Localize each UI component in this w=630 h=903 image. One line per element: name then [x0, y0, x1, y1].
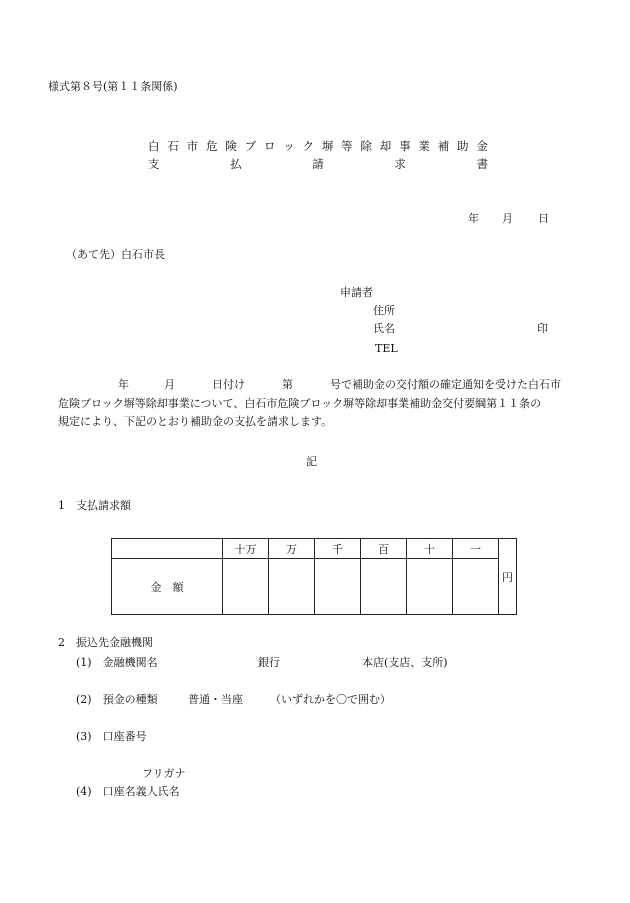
date-day: 日 [538, 212, 549, 225]
title-char: 除 [360, 139, 372, 153]
addressee: （あて先）白石市長 [66, 248, 165, 261]
title-char: 求 [394, 157, 406, 171]
column-header: 万 [269, 539, 315, 559]
date-year: 年 [468, 212, 479, 225]
amount-digit-cell[interactable] [223, 559, 269, 615]
bank-name-label: (1) 金融機関名 [76, 656, 158, 669]
title-char: 支 [148, 157, 160, 171]
title-char: 険 [225, 139, 237, 153]
tel-label: TEL [375, 342, 398, 355]
date-month: 月 [502, 212, 513, 225]
amount-digit-cell[interactable] [453, 559, 499, 615]
column-header: 一 [453, 539, 499, 559]
amount-digit-cell[interactable] [315, 559, 361, 615]
body-line-2: 危険ブロック塀等除却事業について、白石市危険ブロック塀等除却事業補助金交付要綱第１１条の [58, 397, 542, 410]
title-char: 石 [167, 139, 179, 153]
section-1-heading: 1 支払請求額 [58, 499, 131, 512]
amount-table [111, 538, 517, 615]
applicant-heading: 申請者 [340, 286, 373, 299]
title-char: ッ [283, 139, 295, 153]
title-char: 補 [437, 139, 450, 153]
address-label: 住所 [373, 304, 395, 317]
title-char: 塀 [321, 139, 334, 153]
amount-label: 金 額 [112, 559, 223, 615]
title-char: 請 [312, 157, 324, 171]
branch-suffix: 本店(支店、支所) [362, 656, 448, 669]
section-2-heading: 2 振込先金融機関 [58, 636, 153, 649]
title-char: 等 [341, 139, 353, 153]
title-char: ロ [263, 139, 276, 153]
account-holder-label: (4) 口座名義人氏名 [76, 785, 180, 798]
seal-mark: 印 [537, 322, 548, 335]
unit-cell: 円 [499, 539, 517, 615]
title-char: 事 [399, 139, 411, 153]
title-char: 金 [476, 139, 488, 153]
body-dated: 日付け [212, 378, 245, 391]
furigana-label: フリガナ [142, 767, 186, 780]
title-char: 市 [186, 139, 199, 153]
title-line-2 [148, 157, 488, 171]
title-char: 払 [230, 157, 242, 171]
title-char: ブ [244, 139, 257, 153]
column-header: 十万 [223, 539, 269, 559]
table-blank-header [112, 539, 223, 559]
body-year: 年 [118, 378, 129, 391]
title-char: 却 [379, 139, 392, 153]
body-line-1: 号で補助金の交付額の確定通知を受けた白石市 [330, 378, 561, 391]
account-number-label: (3) 口座番号 [76, 730, 147, 743]
amount-digit-cell[interactable] [361, 559, 407, 615]
title-line-1 [148, 139, 488, 153]
deposit-types: 普通・当座 [188, 693, 243, 706]
ki-heading: 記 [306, 455, 317, 468]
title-char: 助 [457, 139, 469, 153]
column-header: 百 [361, 539, 407, 559]
bank-suffix: 銀行 [258, 656, 280, 669]
form-number: 様式第８号(第１１条関係) [48, 80, 178, 93]
deposit-type-label: (2) 預金の種類 [76, 693, 158, 706]
title-char: ク [302, 139, 314, 153]
amount-digit-cell[interactable] [407, 559, 453, 615]
amount-digit-cell[interactable] [269, 559, 315, 615]
title-char: 危 [205, 139, 218, 153]
body-number-prefix: 第 [282, 378, 293, 391]
deposit-type-note: （いずれかを〇で囲む） [270, 693, 391, 706]
title-char: 白 [148, 139, 160, 153]
column-header: 十 [407, 539, 453, 559]
column-header: 千 [315, 539, 361, 559]
body-month: 月 [164, 378, 175, 391]
title-char: 業 [418, 139, 430, 153]
name-label: 氏名 [373, 322, 395, 335]
title-char: 書 [476, 157, 488, 171]
body-line-3: 規定により、下記のとおり補助金の支払を請求します。 [58, 415, 333, 428]
